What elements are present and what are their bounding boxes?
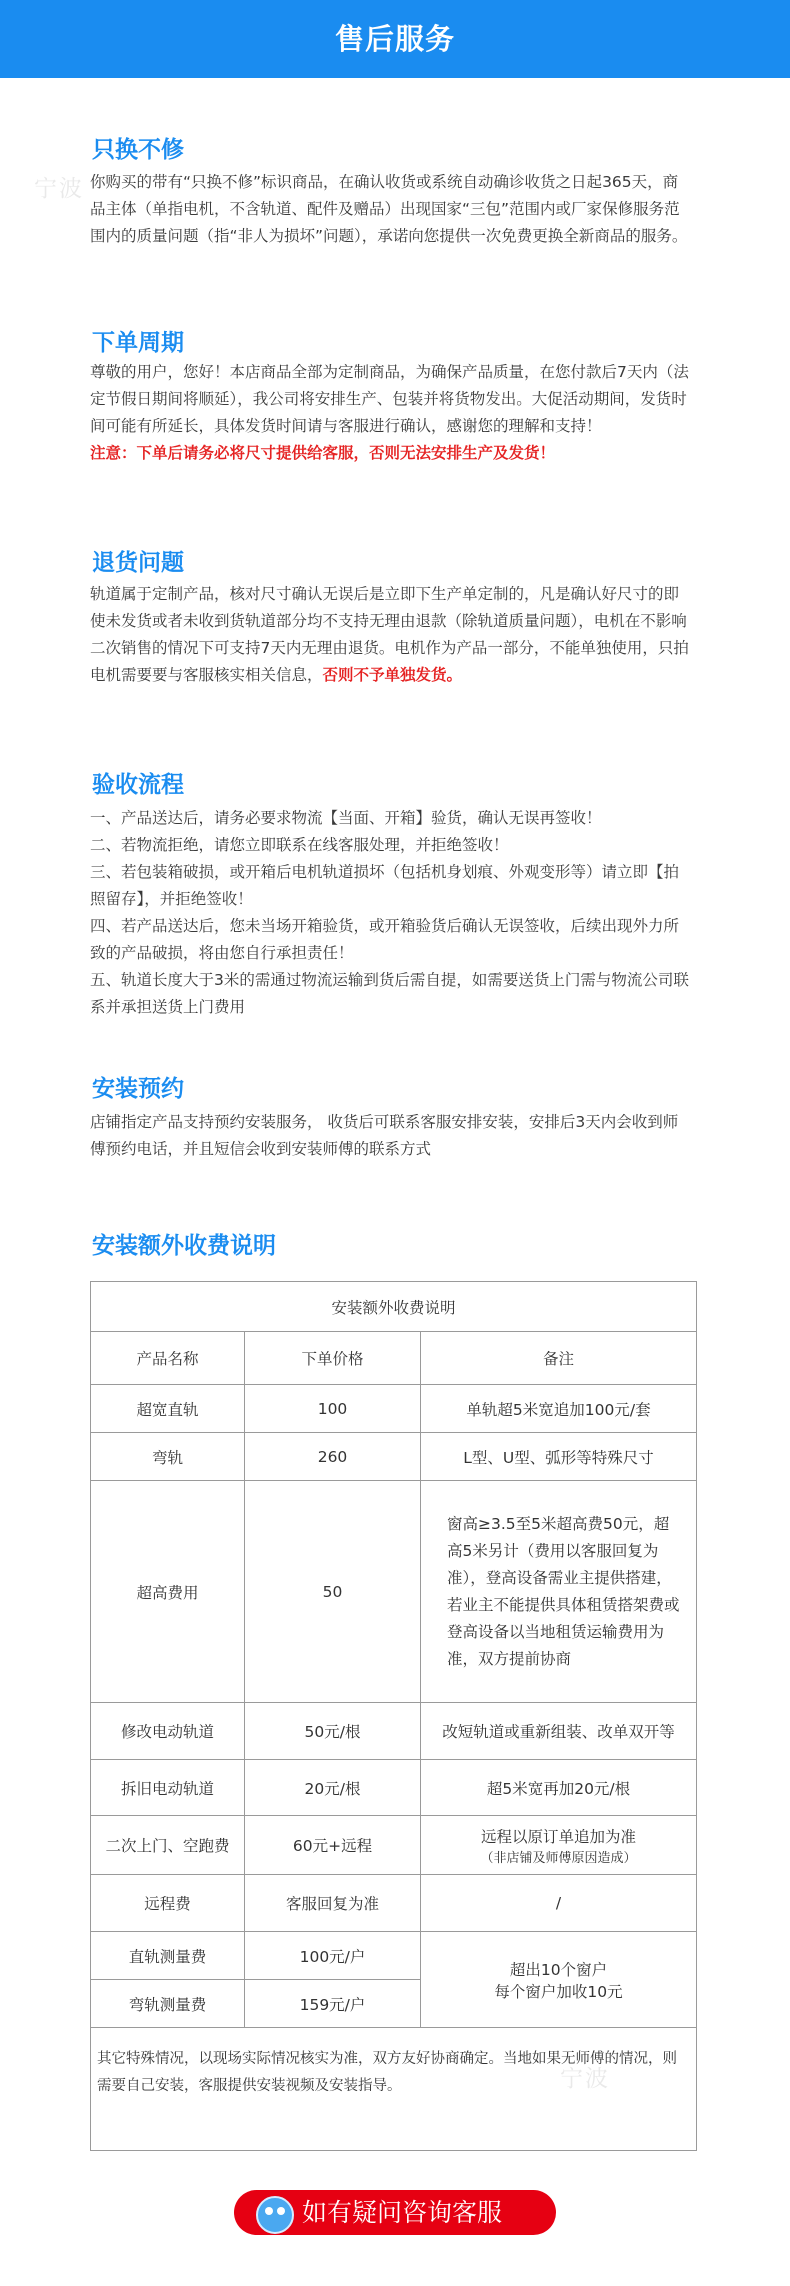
table-row <box>91 1932 697 1980</box>
inspection-item: 一、产品送达后，请务必要求物流【当面、开箱】验货，确认无误再签收！ <box>90 809 602 827</box>
fee-name: 弯轨测量费 <box>91 1980 245 2028</box>
order-cycle-notice: 注意：下单后请务必将尺寸提供给客服，否则无法安排生产及发货！ <box>90 444 556 462</box>
page-header <box>0 0 790 78</box>
fee-note-sub: （非店铺及师傅原因造成） <box>480 1850 637 1866</box>
fee-note: 超5米宽再加20元/根 <box>421 1760 697 1816</box>
inspection-item: 五、轨道长度大于3米的需通过物流运输到货后需自提，如需要送货上门需与物流公司联系并承担送货上门费用 <box>90 971 689 1016</box>
fee-name: 超高费用 <box>91 1481 245 1703</box>
fee-price: 60元+远程 <box>245 1816 421 1875</box>
section-title-fees: 安装额外收费说明 <box>92 1233 276 1259</box>
fee-note: 窗高≥3.5至5米超高费50元，超高5米另计（费用以客服回复为准），登高设备需业主提供搭建，若业主不能提供具体租赁搭架费或登高设备以当地租赁运输费用为准，双方提前协商 <box>421 1481 697 1703</box>
fee-note: 单轨超5米宽追加100元/套 <box>421 1385 697 1433</box>
fee-name: 修改电动轨道 <box>91 1703 245 1760</box>
consult-label: 如有疑问咨询客服 <box>302 2198 503 2227</box>
fee-note: 远程以原订单追加为准 <box>481 1827 637 1846</box>
fee-price: 159元/户 <box>245 1980 421 2028</box>
inspection-item: 二、若物流拒绝，请您立即联系在线客服处理，并拒绝签收！ <box>90 836 509 854</box>
section-title-install: 安装预约 <box>92 1076 184 1102</box>
measure-note: 超出10个窗户 <box>509 1960 608 1979</box>
fee-footer: 其它特殊情况，以现场实际情况核实为准，双方友好协商确定。当地如果无师傅的情况，则需要自己安装，客服提供安装视频及安装指导。 <box>91 2028 697 2151</box>
table-row <box>91 1875 697 1932</box>
fee-price: 100元/户 <box>245 1932 421 1980</box>
fee-price: 客服回复为准 <box>245 1875 421 1932</box>
section-title-returns: 退货问题 <box>92 550 184 576</box>
fee-price: 20元/根 <box>245 1760 421 1816</box>
fee-name: 远程费 <box>91 1875 245 1932</box>
fee-table <box>90 1281 697 2151</box>
fee-name: 二次上门、空跑费 <box>91 1816 245 1875</box>
fee-note: / <box>421 1875 697 1932</box>
install-body: 店铺指定产品支持预约安装服务， 收货后可联系客服安排安装，安排后3天内会收到师傅预约电话，并且短信会收到安装师傅的联系方式 <box>90 1113 679 1158</box>
table-row <box>91 1282 697 1332</box>
returns-text: 轨道属于定制产品，核对尺寸确认无误后是立即下生产单定制的，凡是确认好尺寸的即使未发货或者未收到货轨道部分均不支持无理由退款（除轨道质量问题），电机在不影响二次销售的情况下可支持7天内无理由退货。电机作为产品一部分，不能单独使用，只拍电机需要要与客服核实相关信息， <box>90 585 689 684</box>
section-title-order-cycle: 下单周期 <box>92 330 184 356</box>
inspection-item: 三、若包装箱破损，或开箱后电机轨道损坏（包括机身划痕、外观变形等）请立即【拍照留存】，并拒绝签收！ <box>90 863 680 908</box>
fee-price: 260 <box>245 1433 421 1481</box>
measure-note-cell <box>421 1932 697 2028</box>
returns-body <box>90 581 690 689</box>
column-header: 下单价格 <box>245 1332 421 1385</box>
table-row <box>91 2028 697 2151</box>
table-header-row <box>91 1332 697 1385</box>
fee-price: 50元/根 <box>245 1703 421 1760</box>
fee-name: 弯轨 <box>91 1433 245 1481</box>
fee-note: 改短轨道或重新组装、改单双开等 <box>421 1703 697 1760</box>
consult-service-button[interactable] <box>234 2190 556 2235</box>
exchange-body: 你购买的带有“只换不修”标识商品，在确认收货或系统自动确诊收货之日起365天，商品主体（单指电机，不含轨道、配件及赠品）出现国家“三包”范围内或厂家保修服务范围内的质量问题（指“非人为损坏”问题），承诺向您提供一次免费更换全新商品的服务。 <box>90 173 688 245</box>
inspection-list <box>90 805 690 1021</box>
fee-name: 直轨测量费 <box>91 1932 245 1980</box>
fee-note-cell <box>421 1816 697 1875</box>
page-title: 售后服务 <box>334 22 455 56</box>
order-cycle-text: 尊敬的用户，您好！本店商品全部为定制商品，为确保产品质量，在您付款后7天内（法定节假日期间将顺延），我公司将安排生产、包装并将货物发出。大促活动期间，发货时间可能有所延长，具体发货时间请与客服进行确认，感谢您的理解和支持！ <box>90 363 689 435</box>
fee-price: 100 <box>245 1385 421 1433</box>
column-header: 产品名称 <box>91 1332 245 1385</box>
watermark: 宁波 <box>560 2066 610 2092</box>
section-title-inspection: 验收流程 <box>92 772 184 798</box>
table-row <box>91 1385 697 1433</box>
customer-service-icon <box>256 2196 294 2234</box>
table-row <box>91 1760 697 1816</box>
order-cycle-body <box>90 359 690 467</box>
fee-name: 超宽直轨 <box>91 1385 245 1433</box>
table-row <box>91 1816 697 1875</box>
fee-price: 50 <box>245 1481 421 1703</box>
table-row <box>91 1703 697 1760</box>
table-row <box>91 1481 697 1703</box>
fee-table-title: 安装额外收费说明 <box>91 1282 697 1332</box>
watermark: 宁波 <box>34 176 84 202</box>
returns-notice: 否则不予单独发货。 <box>322 666 463 684</box>
column-header: 备注 <box>421 1332 697 1385</box>
section-title-exchange: 只换不修 <box>92 137 184 163</box>
table-row <box>91 1433 697 1481</box>
fee-note: L型、U型、弧形等特殊尺寸 <box>421 1433 697 1481</box>
measure-note: 每个窗户加收10元 <box>494 1982 623 2001</box>
inspection-item: 四、若产品送达后，您未当场开箱验货，或开箱验货后确认无误签收，后续出现外力所致的产品破损，将由您自行承担责任！ <box>90 917 680 962</box>
fee-name: 拆旧电动轨道 <box>91 1760 245 1816</box>
